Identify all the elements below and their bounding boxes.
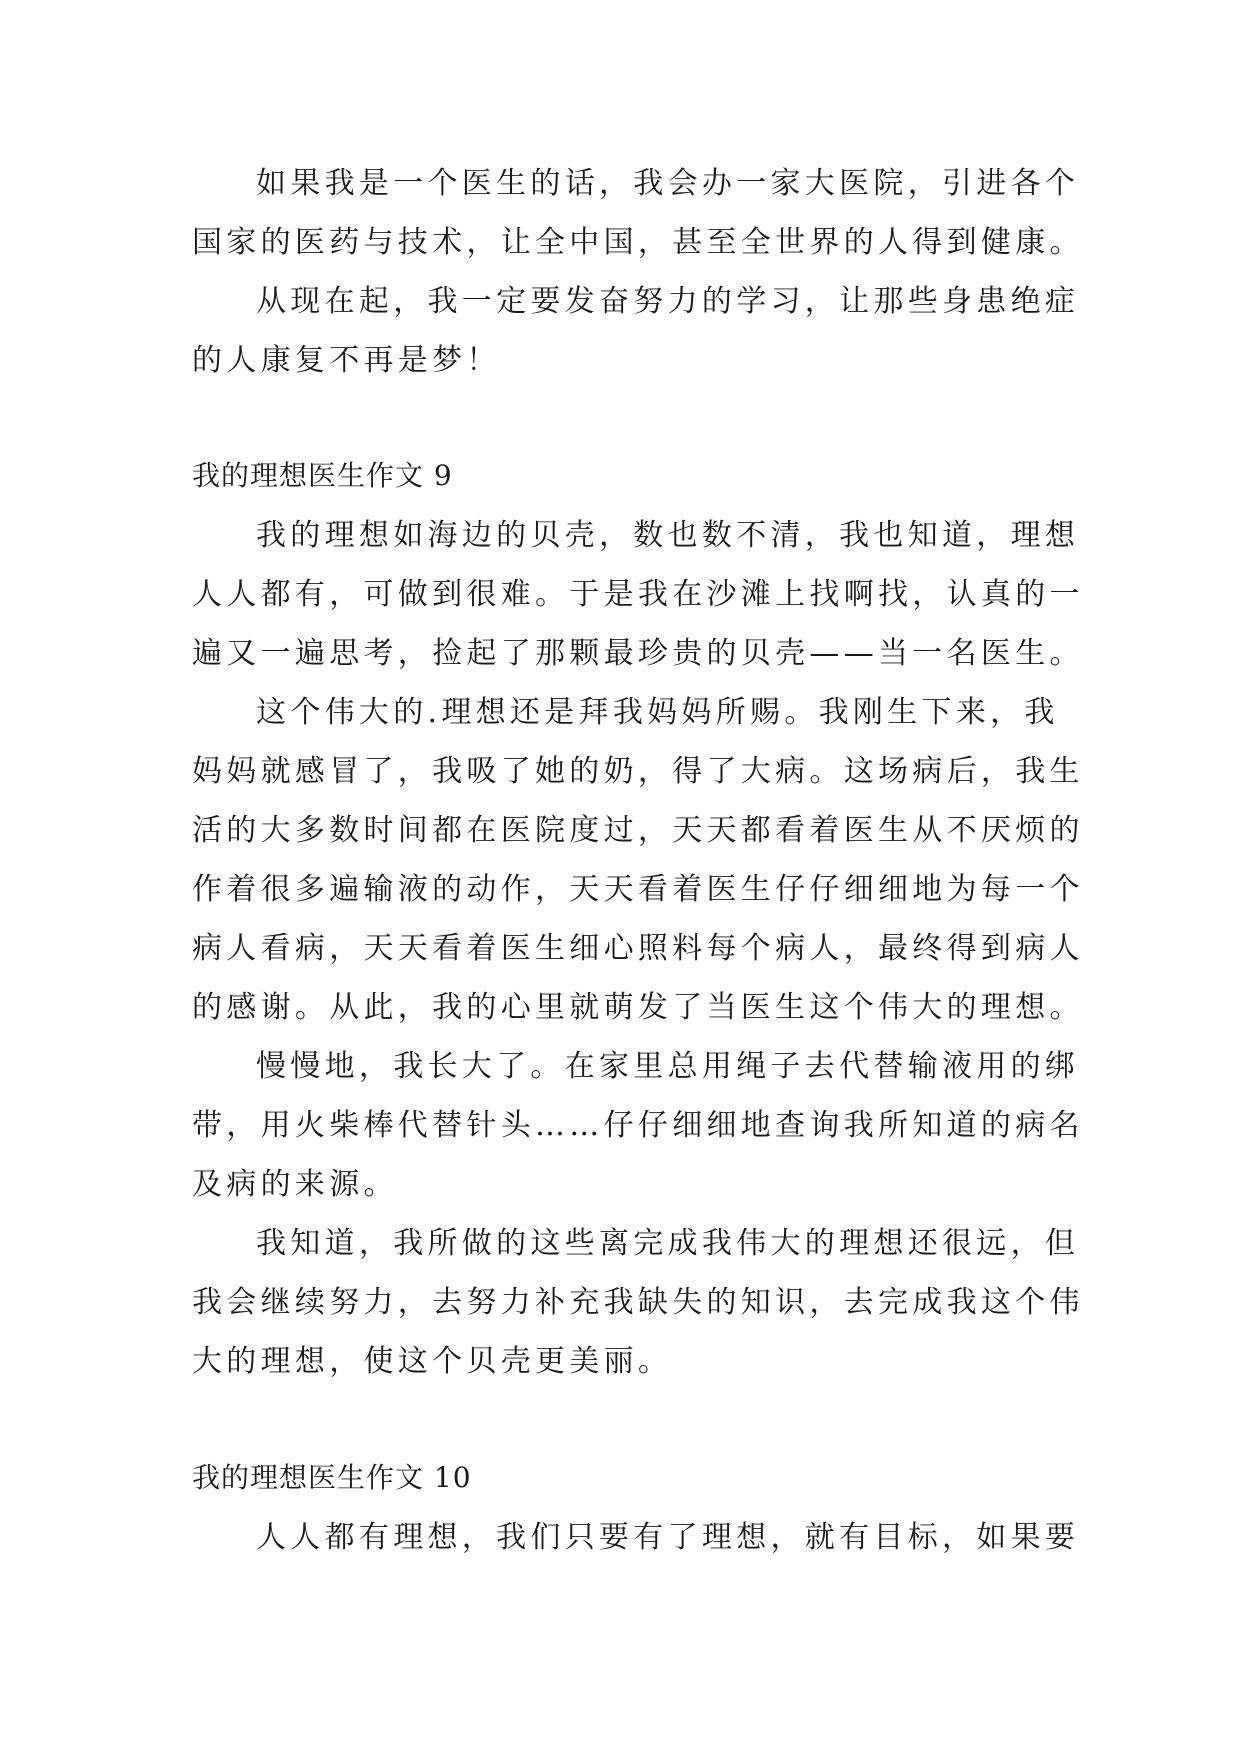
- paragraph-line: 作着很多遍输液的动作，天天看着医生仔仔细细地为每一个: [192, 872, 1084, 907]
- paragraph-line: 如果我是一个医生的话，我会办一家大医院，引进各个: [256, 166, 1080, 201]
- paragraph-line: 从现在起，我一定要发奋努力的学习，让那些身患绝症: [256, 284, 1080, 319]
- paragraph-line: 的感谢。从此，我的心里就萌发了当医生这个伟大的理想。: [192, 990, 1084, 1025]
- paragraph-line: 及病的来源。: [192, 1167, 398, 1202]
- section-heading: 我的理想医生作文 10: [192, 1461, 472, 1494]
- paragraph-line: 遍又一遍思考，捡起了那颗最珍贵的贝壳——当一名医生。: [192, 636, 1084, 671]
- paragraph-line: 人人都有，可做到很难。于是我在沙滩上找啊找，认真的一: [192, 577, 1084, 612]
- paragraph-line: 的人康复不再是梦！: [192, 343, 501, 378]
- paragraph-line: 我会继续努力，去努力补充我缺失的知识，去完成我这个伟: [192, 1285, 1084, 1320]
- paragraph-line: 妈妈就感冒了，我吸了她的奶，得了大病。这场病后，我生: [192, 754, 1084, 789]
- paragraph-line: 大的理想，使这个贝壳更美丽。: [192, 1344, 673, 1379]
- section-heading: 我的理想医生作文 9: [192, 459, 453, 492]
- paragraph-line: 活的大多数时间都在医院度过，天天都看着医生从不厌烦的: [192, 813, 1084, 848]
- paragraph-line: 慢慢地，我长大了。在家里总用绳子去代替输液用的绑: [256, 1049, 1080, 1084]
- paragraph-line: 这个伟大的.理想还是拜我妈妈所赐。我刚生下来，我: [256, 695, 1059, 730]
- paragraph-line: 病人看病，天天看着医生细心照料每个病人，最终得到病人: [192, 931, 1084, 966]
- paragraph-line: 我知道，我所做的这些离完成我伟大的理想还很远，但: [256, 1226, 1080, 1261]
- paragraph-line: 带，用火柴棒代替针头……仔仔细细地查询我所知道的病名: [192, 1108, 1084, 1143]
- paragraph-line: 我的理想如海边的贝壳，数也数不清，我也知道，理想: [256, 518, 1080, 553]
- paragraph-line: 人人都有理想，我们只要有了理想，就有目标，如果要: [256, 1520, 1080, 1555]
- paragraph-line: 国家的医药与技术，让全中国，甚至全世界的人得到健康。: [192, 225, 1084, 260]
